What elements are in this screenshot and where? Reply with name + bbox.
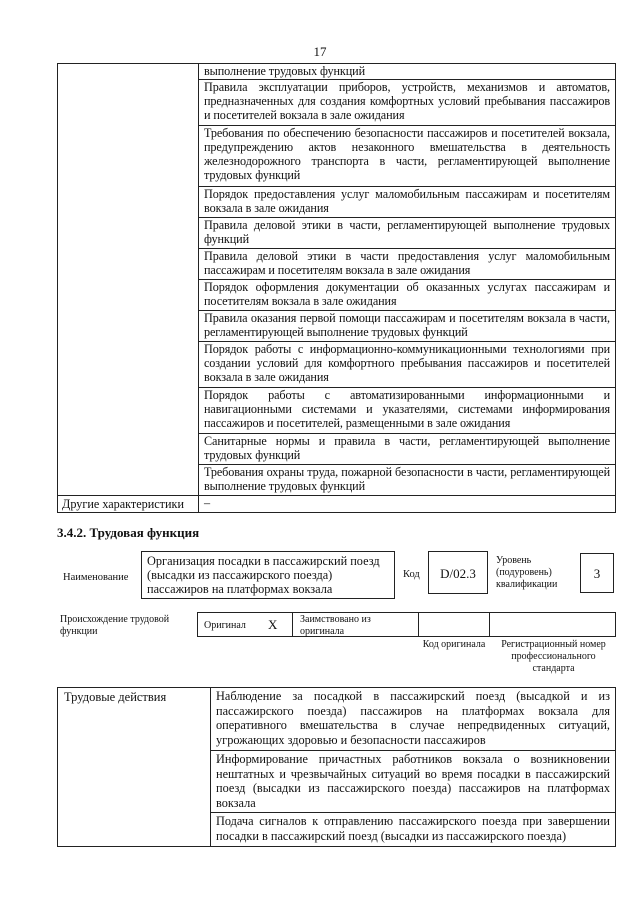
labor-action-item: Наблюдение за посадкой в пассажирский поезд (высадкой и из пассажирского поезда) пассажиров на платформах вокзала для оперативного вмешательства в случае непредвиденных ситуаций, угрожающих здоровью и безопасности пассажиров xyxy=(211,688,616,751)
knowledge-item: Порядок предоставления услуг маломобильным пассажирам и посетителям вокзала в зале ожидания xyxy=(199,187,616,218)
origin-label: Происхождение трудовой функции xyxy=(60,614,170,637)
other-characteristics-label: Другие характеристики xyxy=(58,496,199,513)
original-code-cell xyxy=(418,612,490,637)
knowledge-item: выполнение трудовых функций xyxy=(199,64,616,80)
original-cell xyxy=(197,612,293,637)
knowledge-item: Порядок работы с информационно-коммуникационными технологиями при создании условий для комфортного пребывания пассажиров и посетителей вокзала в зале ожидания xyxy=(199,342,616,388)
original-label: Оригинал xyxy=(204,620,246,631)
original-mark: X xyxy=(268,617,278,632)
labor-action-item: Подача сигналов к отправлению пассажирского поезда при завершении посадки в пассажирский поезд (высадки из пассажирского поезда) xyxy=(211,813,616,846)
code-label: Код xyxy=(403,569,420,580)
level-label: Уровень (подуровень) квалификации xyxy=(496,555,558,590)
page-number: 17 xyxy=(313,44,327,59)
code-value-box: D/02.3 xyxy=(428,551,488,594)
knowledge-item: Порядок оформления документации об оказанных услугах пассажирам и посетителям вокзала в зале ожидания xyxy=(199,280,616,311)
borrowed-label: Заимствовано из оригинала xyxy=(300,614,371,637)
function-name-box: Организация посадки в пассажирский поезд (высадки из пассажирского поезда) пассажиров на платформах вокзала xyxy=(141,551,395,599)
reg-number-cell xyxy=(489,612,616,637)
knowledge-item: Санитарные нормы и правила в части, регламентирующей выполнение трудовых функций xyxy=(199,434,616,465)
knowledge-item: Правила эксплуатации приборов, устройств, механизмов и автоматов, предназначенных для создания комфортных условий пребывания пассажиров и посетителей вокзала в зале ожидания xyxy=(199,80,616,126)
labor-actions-table xyxy=(57,687,616,847)
knowledge-item: Правила оказания первой помощи пассажирам и посетителям вокзала в части, регламентирующей выполнение трудовых функций xyxy=(199,311,616,342)
knowledge-label-cell xyxy=(58,64,199,496)
knowledge-item: Требования охраны труда, пожарной безопасности в части, регламентирующей выполнение трудовых функций xyxy=(199,465,616,496)
section-title: 3.4.2. Трудовая функция xyxy=(57,525,200,540)
knowledge-table xyxy=(57,63,616,513)
reg-number-label: Регистрационный номер профессионального стандарта xyxy=(501,639,606,674)
labor-actions-label: Трудовые действия xyxy=(58,688,211,847)
borrowed-cell xyxy=(292,612,419,637)
knowledge-item: Правила деловой этики в части предоставления услуг маломобильным пассажирам и посетителям вокзала в зале ожидания xyxy=(199,249,616,280)
labor-action-item: Информирование причастных работников вокзала о возникновении нештатных и чрезвычайных ситуаций во время посадки в пассажирский поезд (высадки из пассажирского поезда) пассажиров на платформах вокзала xyxy=(211,751,616,813)
other-characteristics-value: – xyxy=(199,496,616,513)
knowledge-item: Порядок работы с автоматизированными информационными и навигационными системами и указателями, системами информирования пассажиров и посетителей, размещенными в зале ожидания xyxy=(199,388,616,434)
knowledge-item: Правила деловой этики в части, регламентирующей выполнение трудовых функций xyxy=(199,218,616,249)
original-code-label: Код оригинала xyxy=(422,639,486,650)
knowledge-item: Требования по обеспечению безопасности пассажиров и посетителей вокзала, предупреждению актов незаконного вмешательства в деятельность железнодорожного транспорта в части, регламентирующей выполнение трудовых функций xyxy=(199,126,616,187)
level-value-box: 3 xyxy=(580,553,614,593)
name-label: Наименование xyxy=(63,572,129,583)
